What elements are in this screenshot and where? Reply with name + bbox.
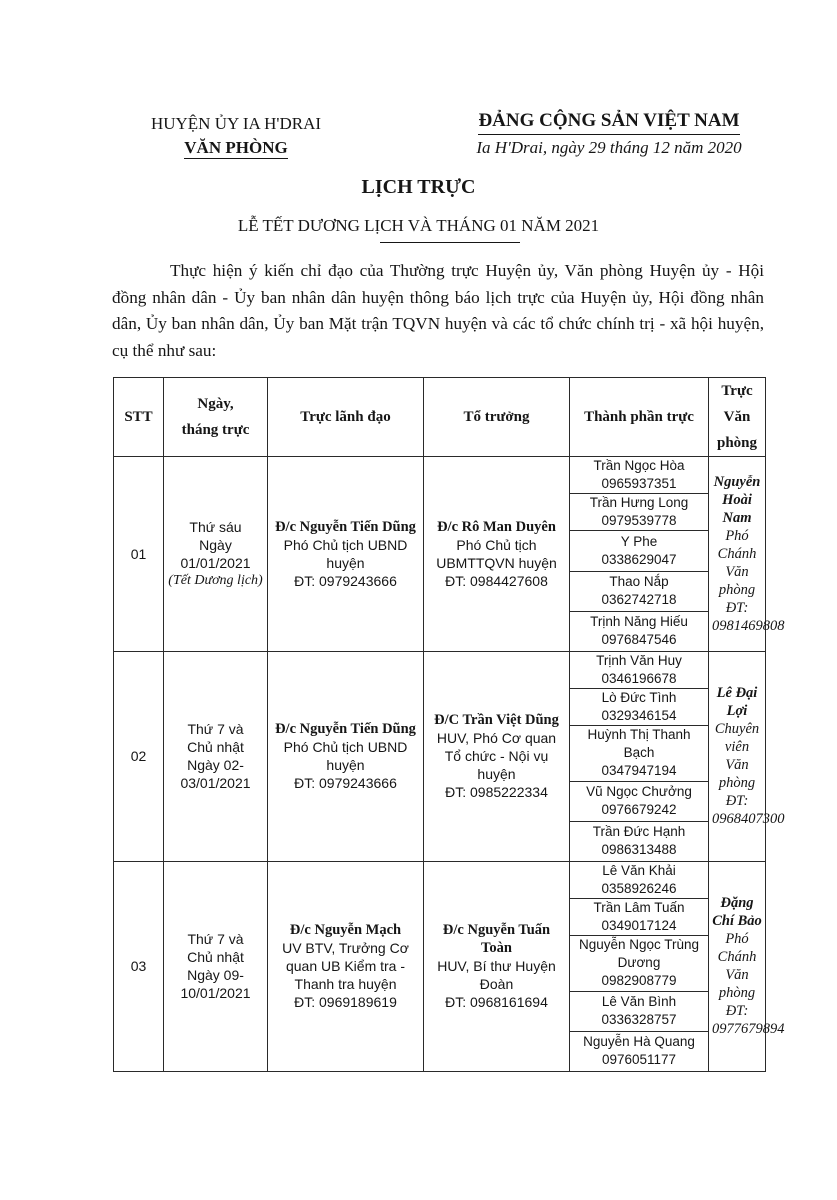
member-phone: 0986313488 — [601, 842, 677, 858]
day-cell — [164, 651, 268, 861]
organization-name: HUYỆN ỦY IA H'DRAI — [150, 114, 322, 133]
office-duty-cell — [709, 651, 785, 861]
leader-phone: ĐT: 0979243666 — [294, 775, 397, 792]
day-line: Ngày 09- — [187, 967, 244, 984]
leader-phone: ĐT: 0979243666 — [294, 572, 397, 589]
leader-role: Phó Chủ tịch UBND huyện — [283, 739, 408, 774]
member-cell — [570, 1031, 709, 1071]
member-phone: 0329346154 — [601, 708, 677, 724]
day-line: Thứ 7 và — [187, 721, 244, 738]
office-name: Đặng Chí Bảo — [712, 895, 762, 930]
head-phone: ĐT: 0968161694 — [445, 994, 548, 1011]
member-phone: 0336328757 — [601, 1012, 677, 1028]
leader-phone: ĐT: 0969189619 — [294, 994, 397, 1011]
head-name: Đ/c Nguyễn Tuấn Toàn — [442, 922, 551, 957]
document-subtitle: LỄ TẾT DƯƠNG LỊCH VÀ THÁNG 01 NĂM 2021 — [237, 216, 600, 235]
member-name: Trần Đức Hạnh — [592, 824, 686, 840]
member-name: Nguyễn Hà Quang — [583, 1034, 695, 1050]
member-cell — [570, 936, 709, 991]
head-cell — [424, 861, 570, 1071]
header-day-line: tháng trực — [181, 422, 250, 438]
member-cell — [570, 899, 709, 936]
member-cell — [570, 689, 709, 726]
table-row — [114, 861, 766, 898]
day-line: Thứ sáu — [189, 518, 242, 535]
office-phone-label: ĐT: — [725, 599, 749, 616]
member-name: Vũ Ngọc Chưởng — [586, 784, 692, 800]
head-phone: ĐT: 0984427608 — [445, 572, 548, 589]
member-name: Nguyễn Ngọc Trùng Dương — [578, 937, 700, 971]
member-phone: 0982908779 — [601, 973, 677, 989]
member-phone: 0347947194 — [601, 763, 677, 779]
member-cell — [570, 861, 709, 898]
member-phone: 0979539778 — [601, 513, 677, 529]
member-cell — [570, 571, 709, 611]
subtitle-underline — [380, 242, 520, 243]
member-name: Trịnh Văn Huy — [596, 652, 682, 668]
head-role: HUV, Bí thư Huyện Đoàn — [437, 958, 556, 993]
header-office — [709, 378, 766, 457]
member-phone: 0338629047 — [601, 551, 677, 567]
office-phone-label: ĐT: — [725, 1003, 749, 1020]
member-phone: 0346196678 — [601, 670, 677, 686]
leader-name: Đ/c Nguyễn Tiến Dũng — [275, 518, 416, 535]
stt-cell: 02 — [114, 651, 164, 861]
office-name: Nguyễn Hoài Nam — [713, 473, 761, 526]
header-office-line: Trực — [721, 383, 753, 399]
document-header-left — [110, 112, 362, 160]
office-duty-cell — [709, 457, 785, 652]
member-cell — [570, 531, 709, 571]
leader-name: Đ/c Nguyễn Mạch — [289, 922, 402, 939]
table-header-row — [114, 378, 766, 457]
head-role: Phó Chủ tịch UBMTTQVN huyện — [436, 536, 557, 571]
document-title: LỊCH TRỰC — [361, 176, 476, 198]
header-day-line: Ngày, — [197, 396, 234, 412]
member-phone: 0965937351 — [601, 476, 677, 492]
head-phone: ĐT: 0985222334 — [445, 784, 548, 801]
duty-schedule-table — [113, 377, 785, 1072]
head-role: HUV, Phó Cơ quan Tổ chức - Nội vụ huyện — [436, 730, 557, 783]
member-name: Lê Văn Bình — [601, 994, 677, 1010]
department-name: VĂN PHÒNG — [184, 138, 288, 157]
office-duty-cell — [709, 861, 785, 1071]
day-line: Chủ nhật — [187, 949, 244, 966]
day-cell — [164, 861, 268, 1071]
day-line: 10/01/2021 — [180, 985, 251, 1002]
stt-cell: 01 — [114, 457, 164, 652]
member-name: Lò Đức Tình — [601, 690, 677, 706]
header-leader: Trực lãnh đạo — [268, 378, 424, 457]
member-cell — [570, 651, 709, 688]
member-cell — [570, 821, 709, 861]
office-role: Chuyên viên Văn phòng — [714, 721, 760, 792]
leader-name: Đ/c Nguyễn Tiến Dũng — [275, 721, 416, 738]
office-phone: 0977679894 — [712, 1021, 785, 1038]
header-head: Tổ trưởng — [424, 378, 570, 457]
day-line: 01/01/2021 — [180, 554, 251, 571]
stt-cell: 03 — [114, 861, 164, 1071]
office-phone: 0981469808 — [712, 617, 785, 634]
header-office-line: Văn phòng — [716, 409, 758, 451]
leader-cell — [268, 457, 424, 652]
day-line: Ngày 02- — [187, 757, 244, 774]
head-cell — [424, 457, 570, 652]
member-name: Trần Ngọc Hòa — [593, 458, 685, 474]
document-date: Ia H'Drai, ngày 29 tháng 12 năm 2020 — [476, 138, 742, 157]
leader-role: UV BTV, Trưởng Cơ quan UB Kiểm tra - Thanh tra huyện — [282, 940, 409, 993]
leader-cell — [268, 861, 424, 1071]
member-cell — [570, 457, 709, 494]
intro-paragraph — [112, 258, 764, 364]
member-cell — [570, 494, 709, 531]
day-line: 03/01/2021 — [180, 775, 251, 792]
day-cell — [164, 457, 268, 652]
office-role: Phó Chánh Văn phòng — [717, 527, 757, 598]
header-members: Thành phần trực — [570, 378, 709, 457]
day-line: Ngày — [199, 536, 232, 553]
member-phone: 0976051177 — [601, 1052, 677, 1068]
intro-text: Thực hiện ý kiến chỉ đạo của Thường trực Huyện ủy, Văn phòng Huyện ủy - Hội đồng nhân dân - Ủy ban nhân dân huyện thông báo lịch trực của Huyện ủy, Hội đồng nhân dân, Ủy ban nhân dân, Ủy ban Mặt trận TQVN huyện và các tổ chức chính trị - xã hội huyện, cụ thể như sau: — [112, 261, 764, 360]
leader-cell — [268, 651, 424, 861]
head-cell — [424, 651, 570, 861]
day-line: Thứ 7 và — [187, 931, 244, 948]
member-name: Thao Nắp — [609, 574, 669, 590]
member-cell — [570, 611, 709, 651]
member-phone: 0349017124 — [601, 918, 677, 934]
head-name: Đ/C Trần Việt Dũng — [434, 712, 559, 729]
member-cell — [570, 726, 709, 781]
member-phone: 0976679242 — [601, 802, 677, 818]
member-phone: 0358926246 — [601, 880, 677, 896]
member-cell — [570, 991, 709, 1031]
table-row — [114, 457, 766, 494]
office-phone-label: ĐT: — [725, 793, 749, 810]
member-name: Huỳnh Thị Thanh Bạch — [587, 727, 691, 761]
head-name: Đ/c Rô Man Duyên — [437, 518, 556, 535]
header-stt: STT — [114, 378, 164, 457]
day-line: Chủ nhật — [187, 739, 244, 756]
office-phone: 0968407300 — [712, 811, 785, 828]
member-name: Trịnh Năng Hiếu — [590, 614, 688, 630]
member-cell — [570, 781, 709, 821]
member-phone: 0976847546 — [601, 632, 677, 648]
office-role: Phó Chánh Văn phòng — [717, 931, 757, 1002]
header-day — [164, 378, 268, 457]
member-phone: 0362742718 — [601, 592, 677, 608]
document-header-right — [420, 108, 798, 160]
member-name: Lê Văn Khải — [602, 862, 676, 878]
day-note: (Tết Dương lịch) — [168, 572, 263, 588]
member-name: Y Phe — [620, 533, 658, 549]
leader-role: Phó Chủ tịch UBND huyện — [283, 536, 408, 571]
table-row — [114, 651, 766, 688]
party-name: ĐẢNG CỘNG SẢN VIỆT NAM — [478, 108, 739, 135]
member-name: Trần Lâm Tuấn — [593, 900, 685, 916]
member-name: Trần Hưng Long — [589, 495, 689, 511]
office-name: Lê Đại Lợi — [716, 685, 758, 720]
